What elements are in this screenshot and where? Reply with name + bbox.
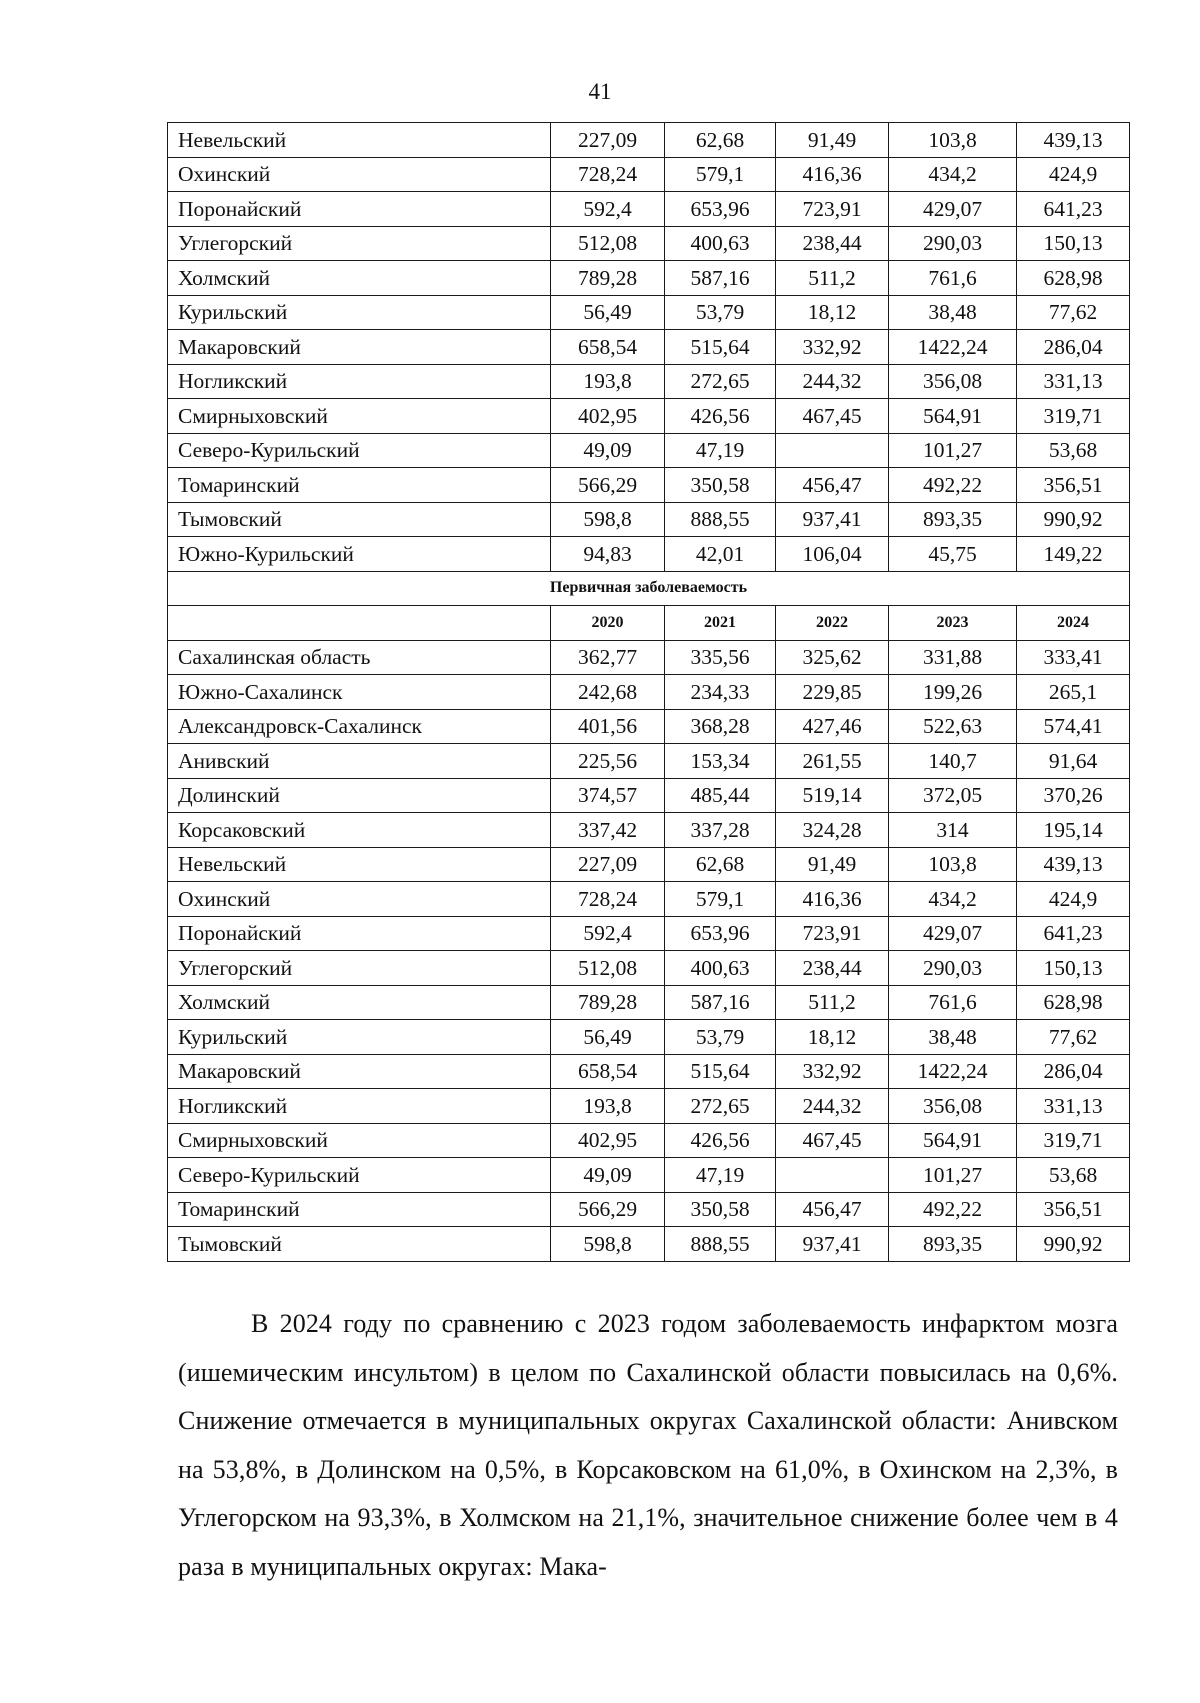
value-cell: 238,44 bbox=[776, 951, 889, 986]
value-cell: 225,56 bbox=[551, 744, 665, 779]
value-cell: 195,14 bbox=[1017, 813, 1130, 848]
value-cell: 424,9 bbox=[1017, 157, 1130, 192]
value-cell: 424,9 bbox=[1017, 882, 1130, 917]
table-row bbox=[168, 951, 1130, 986]
value-cell: 244,32 bbox=[776, 1089, 889, 1124]
district-name: Александровск-Сахалинск bbox=[168, 709, 551, 744]
value-cell: 319,71 bbox=[1017, 1123, 1130, 1158]
value-cell: 598,8 bbox=[551, 502, 665, 537]
value-cell: 429,07 bbox=[889, 192, 1017, 227]
value-cell: 579,1 bbox=[665, 882, 776, 917]
table-row bbox=[168, 1123, 1130, 1158]
value-cell: 653,96 bbox=[665, 916, 776, 951]
year-header: 2022 bbox=[776, 606, 889, 641]
district-name: Невельский bbox=[168, 847, 551, 882]
district-name: Холмский bbox=[168, 985, 551, 1020]
value-cell: 47,19 bbox=[665, 1158, 776, 1193]
value-cell: 101,27 bbox=[889, 1158, 1017, 1193]
value-cell: 18,12 bbox=[776, 295, 889, 330]
value-cell: 439,13 bbox=[1017, 847, 1130, 882]
table-row bbox=[168, 1158, 1130, 1193]
value-cell: 234,33 bbox=[665, 675, 776, 710]
table-row bbox=[168, 675, 1130, 710]
table-row bbox=[168, 433, 1130, 468]
district-name: Северо-Курильский bbox=[168, 433, 551, 468]
value-cell: 574,41 bbox=[1017, 709, 1130, 744]
value-cell: 337,28 bbox=[665, 813, 776, 848]
value-cell: 564,91 bbox=[889, 1123, 1017, 1158]
value-cell: 658,54 bbox=[551, 330, 665, 365]
district-name: Сахалинская область bbox=[168, 640, 551, 675]
district-name: Макаровский bbox=[168, 1054, 551, 1089]
district-name: Корсаковский bbox=[168, 813, 551, 848]
value-cell: 331,88 bbox=[889, 640, 1017, 675]
value-cell: 227,09 bbox=[551, 847, 665, 882]
value-cell: 426,56 bbox=[665, 1123, 776, 1158]
district-name: Северо-Курильский bbox=[168, 1158, 551, 1193]
value-cell: 592,4 bbox=[551, 916, 665, 951]
value-cell: 103,8 bbox=[889, 123, 1017, 158]
district-name: Поронайский bbox=[168, 192, 551, 227]
table-row bbox=[168, 1020, 1130, 1055]
value-cell: 149,22 bbox=[1017, 537, 1130, 572]
table-row bbox=[168, 709, 1130, 744]
value-cell: 628,98 bbox=[1017, 985, 1130, 1020]
table-row bbox=[168, 123, 1130, 158]
value-cell: 350,58 bbox=[665, 1192, 776, 1227]
table-row bbox=[168, 847, 1130, 882]
value-cell: 658,54 bbox=[551, 1054, 665, 1089]
value-cell: 265,1 bbox=[1017, 675, 1130, 710]
section-row bbox=[168, 571, 1130, 606]
value-cell: 990,92 bbox=[1017, 1227, 1130, 1262]
table-row bbox=[168, 1227, 1130, 1262]
value-cell: 242,68 bbox=[551, 675, 665, 710]
value-cell: 356,51 bbox=[1017, 468, 1130, 503]
value-cell: 370,26 bbox=[1017, 778, 1130, 813]
value-cell: 91,64 bbox=[1017, 744, 1130, 779]
value-cell: 91,49 bbox=[776, 847, 889, 882]
value-cell: 566,29 bbox=[551, 1192, 665, 1227]
value-cell: 53,68 bbox=[1017, 433, 1130, 468]
value-cell: 193,8 bbox=[551, 1089, 665, 1124]
table-row bbox=[168, 261, 1130, 296]
value-cell: 587,16 bbox=[665, 985, 776, 1020]
district-name: Смирныховский bbox=[168, 1123, 551, 1158]
value-cell: 434,2 bbox=[889, 882, 1017, 917]
value-cell: 426,56 bbox=[665, 399, 776, 434]
value-cell: 641,23 bbox=[1017, 192, 1130, 227]
table-row bbox=[168, 295, 1130, 330]
table-row bbox=[168, 813, 1130, 848]
value-cell: 1422,24 bbox=[889, 330, 1017, 365]
value-cell: 319,71 bbox=[1017, 399, 1130, 434]
value-cell: 522,63 bbox=[889, 709, 1017, 744]
value-cell: 261,55 bbox=[776, 744, 889, 779]
district-name: Томаринский bbox=[168, 1192, 551, 1227]
value-cell: 628,98 bbox=[1017, 261, 1130, 296]
value-cell: 723,91 bbox=[776, 192, 889, 227]
value-cell: 416,36 bbox=[776, 157, 889, 192]
value-cell: 324,28 bbox=[776, 813, 889, 848]
value-cell: 653,96 bbox=[665, 192, 776, 227]
district-name: Макаровский bbox=[168, 330, 551, 365]
value-cell: 45,75 bbox=[889, 537, 1017, 572]
district-name: Холмский bbox=[168, 261, 551, 296]
value-cell: 492,22 bbox=[889, 468, 1017, 503]
value-cell: 356,08 bbox=[889, 1089, 1017, 1124]
value-cell: 362,77 bbox=[551, 640, 665, 675]
value-cell: 888,55 bbox=[665, 1227, 776, 1262]
value-cell: 229,85 bbox=[776, 675, 889, 710]
table-row bbox=[168, 330, 1130, 365]
value-cell: 193,8 bbox=[551, 364, 665, 399]
year-header: 2020 bbox=[551, 606, 665, 641]
table-row bbox=[168, 916, 1130, 951]
table-row bbox=[168, 157, 1130, 192]
value-cell: 368,28 bbox=[665, 709, 776, 744]
value-cell: 579,1 bbox=[665, 157, 776, 192]
value-cell: 53,79 bbox=[665, 295, 776, 330]
value-cell: 937,41 bbox=[776, 1227, 889, 1262]
value-cell: 77,62 bbox=[1017, 1020, 1130, 1055]
value-cell: 761,6 bbox=[889, 985, 1017, 1020]
value-cell: 140,7 bbox=[889, 744, 1017, 779]
value-cell: 467,45 bbox=[776, 1123, 889, 1158]
value-cell: 77,62 bbox=[1017, 295, 1130, 330]
value-cell: 789,28 bbox=[551, 985, 665, 1020]
value-cell: 333,41 bbox=[1017, 640, 1130, 675]
value-cell: 893,35 bbox=[889, 1227, 1017, 1262]
district-name: Томаринский bbox=[168, 468, 551, 503]
value-cell: 492,22 bbox=[889, 1192, 1017, 1227]
value-cell: 91,49 bbox=[776, 123, 889, 158]
value-cell: 332,92 bbox=[776, 330, 889, 365]
value-cell: 416,36 bbox=[776, 882, 889, 917]
table-row bbox=[168, 1192, 1130, 1227]
district-name: Анивский bbox=[168, 744, 551, 779]
page-number: 41 bbox=[588, 79, 612, 104]
table-row bbox=[168, 985, 1130, 1020]
incidence-table bbox=[167, 122, 1130, 1262]
value-cell: 592,4 bbox=[551, 192, 665, 227]
district-name: Охинский bbox=[168, 157, 551, 192]
value-cell: 238,44 bbox=[776, 226, 889, 261]
district-name: Охинский bbox=[168, 882, 551, 917]
value-cell: 56,49 bbox=[551, 295, 665, 330]
value-cell: 62,68 bbox=[665, 847, 776, 882]
year-header: 2023 bbox=[889, 606, 1017, 641]
table-row bbox=[168, 399, 1130, 434]
value-cell: 789,28 bbox=[551, 261, 665, 296]
table-row bbox=[168, 1054, 1130, 1089]
year-header-row bbox=[168, 606, 1130, 641]
value-cell: 62,68 bbox=[665, 123, 776, 158]
value-cell: 325,62 bbox=[776, 640, 889, 675]
district-name: Невельский bbox=[168, 123, 551, 158]
value-cell: 314 bbox=[889, 813, 1017, 848]
value-cell: 402,95 bbox=[551, 1123, 665, 1158]
value-cell: 47,19 bbox=[665, 433, 776, 468]
year-header: 2024 bbox=[1017, 606, 1130, 641]
value-cell: 566,29 bbox=[551, 468, 665, 503]
section-title: Первичная заболеваемость bbox=[168, 571, 1130, 606]
value-cell: 53,68 bbox=[1017, 1158, 1130, 1193]
value-cell: 515,64 bbox=[665, 1054, 776, 1089]
value-cell: 150,13 bbox=[1017, 226, 1130, 261]
value-cell: 728,24 bbox=[551, 882, 665, 917]
value-cell: 94,83 bbox=[551, 537, 665, 572]
value-cell: 564,91 bbox=[889, 399, 1017, 434]
value-cell: 519,14 bbox=[776, 778, 889, 813]
body-paragraph: В 2024 году по сравнению с 2023 годом заболеваемость инфарктом мозга (ишемическим инсультом) в целом по Сахалинской области повысилась на 0,6%. Снижение отмечается в муниципальных округах Сахалинской области: Анивском на 53,8%, в Долинском на 0,5%, в Корсаковском на 61,0%, в Охинском на 2,3%, в Углегорском на 93,3%, в Холмском на 21,1%, значительное снижение более чем в 4 раза в муниципальных округах: Мака- bbox=[178, 1309, 1118, 1581]
value-cell: 400,63 bbox=[665, 226, 776, 261]
table-row bbox=[168, 192, 1130, 227]
district-name: Углегорский bbox=[168, 951, 551, 986]
value-cell: 356,08 bbox=[889, 364, 1017, 399]
district-name: Ногликский bbox=[168, 364, 551, 399]
district-name: Курильский bbox=[168, 1020, 551, 1055]
value-cell: 587,16 bbox=[665, 261, 776, 296]
table-row bbox=[168, 744, 1130, 779]
value-cell bbox=[776, 1158, 889, 1193]
value-cell: 641,23 bbox=[1017, 916, 1130, 951]
value-cell: 402,95 bbox=[551, 399, 665, 434]
value-cell: 101,27 bbox=[889, 433, 1017, 468]
value-cell: 990,92 bbox=[1017, 502, 1130, 537]
value-cell: 290,03 bbox=[889, 226, 1017, 261]
value-cell: 427,46 bbox=[776, 709, 889, 744]
value-cell: 106,04 bbox=[776, 537, 889, 572]
value-cell: 49,09 bbox=[551, 1158, 665, 1193]
district-name: Тымовский bbox=[168, 1227, 551, 1262]
value-cell: 38,48 bbox=[889, 1020, 1017, 1055]
value-cell: 286,04 bbox=[1017, 330, 1130, 365]
table-row bbox=[168, 537, 1130, 572]
table-row bbox=[168, 226, 1130, 261]
value-cell: 332,92 bbox=[776, 1054, 889, 1089]
district-name: Поронайский bbox=[168, 916, 551, 951]
table-row bbox=[168, 468, 1130, 503]
value-cell: 456,47 bbox=[776, 1192, 889, 1227]
value-cell: 199,26 bbox=[889, 675, 1017, 710]
value-cell: 515,64 bbox=[665, 330, 776, 365]
value-cell bbox=[776, 433, 889, 468]
district-name: Долинский bbox=[168, 778, 551, 813]
district-name: Курильский bbox=[168, 295, 551, 330]
value-cell: 56,49 bbox=[551, 1020, 665, 1055]
value-cell: 888,55 bbox=[665, 502, 776, 537]
value-cell: 103,8 bbox=[889, 847, 1017, 882]
value-cell: 337,42 bbox=[551, 813, 665, 848]
value-cell: 372,05 bbox=[889, 778, 1017, 813]
value-cell: 511,2 bbox=[776, 985, 889, 1020]
value-cell: 400,63 bbox=[665, 951, 776, 986]
value-cell: 227,09 bbox=[551, 123, 665, 158]
value-cell: 467,45 bbox=[776, 399, 889, 434]
table-row bbox=[168, 778, 1130, 813]
value-cell: 598,8 bbox=[551, 1227, 665, 1262]
table-row bbox=[168, 502, 1130, 537]
value-cell: 434,2 bbox=[889, 157, 1017, 192]
table-row bbox=[168, 882, 1130, 917]
year-header-blank bbox=[168, 606, 551, 641]
value-cell: 723,91 bbox=[776, 916, 889, 951]
value-cell: 937,41 bbox=[776, 502, 889, 537]
value-cell: 350,58 bbox=[665, 468, 776, 503]
district-name: Тымовский bbox=[168, 502, 551, 537]
value-cell: 244,32 bbox=[776, 364, 889, 399]
district-name: Углегорский bbox=[168, 226, 551, 261]
table-row bbox=[168, 364, 1130, 399]
value-cell: 511,2 bbox=[776, 261, 889, 296]
district-name: Ногликский bbox=[168, 1089, 551, 1124]
value-cell: 401,56 bbox=[551, 709, 665, 744]
value-cell: 485,44 bbox=[665, 778, 776, 813]
value-cell: 374,57 bbox=[551, 778, 665, 813]
value-cell: 512,08 bbox=[551, 226, 665, 261]
district-name: Южно-Курильский bbox=[168, 537, 551, 572]
table-row bbox=[168, 640, 1130, 675]
value-cell: 893,35 bbox=[889, 502, 1017, 537]
value-cell: 153,34 bbox=[665, 744, 776, 779]
value-cell: 429,07 bbox=[889, 916, 1017, 951]
value-cell: 439,13 bbox=[1017, 123, 1130, 158]
value-cell: 290,03 bbox=[889, 951, 1017, 986]
value-cell: 728,24 bbox=[551, 157, 665, 192]
value-cell: 18,12 bbox=[776, 1020, 889, 1055]
value-cell: 53,79 bbox=[665, 1020, 776, 1055]
value-cell: 335,56 bbox=[665, 640, 776, 675]
value-cell: 272,65 bbox=[665, 1089, 776, 1124]
district-name: Смирныховский bbox=[168, 399, 551, 434]
value-cell: 38,48 bbox=[889, 295, 1017, 330]
value-cell: 512,08 bbox=[551, 951, 665, 986]
value-cell: 272,65 bbox=[665, 364, 776, 399]
year-header: 2021 bbox=[665, 606, 776, 641]
value-cell: 1422,24 bbox=[889, 1054, 1017, 1089]
value-cell: 49,09 bbox=[551, 433, 665, 468]
value-cell: 150,13 bbox=[1017, 951, 1130, 986]
value-cell: 761,6 bbox=[889, 261, 1017, 296]
table-row bbox=[168, 1089, 1130, 1124]
value-cell: 286,04 bbox=[1017, 1054, 1130, 1089]
value-cell: 42,01 bbox=[665, 537, 776, 572]
value-cell: 331,13 bbox=[1017, 1089, 1130, 1124]
value-cell: 356,51 bbox=[1017, 1192, 1130, 1227]
value-cell: 331,13 bbox=[1017, 364, 1130, 399]
value-cell: 456,47 bbox=[776, 468, 889, 503]
district-name: Южно-Сахалинск bbox=[168, 675, 551, 710]
